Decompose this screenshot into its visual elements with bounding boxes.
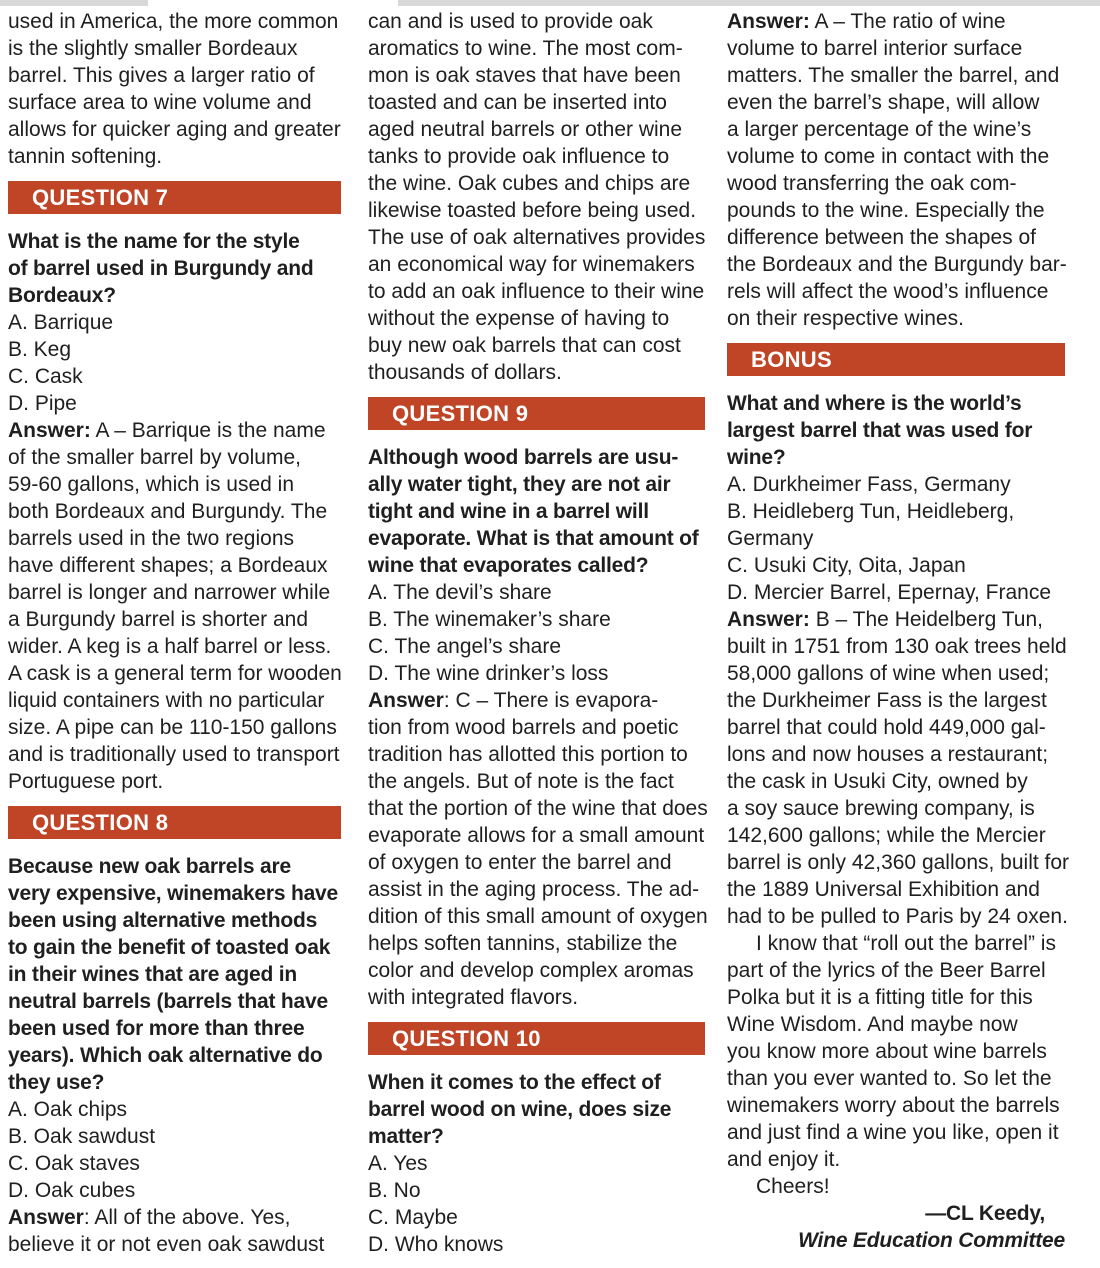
text-line: neutral barrels (barrels that have: [8, 990, 328, 1013]
bonus-header: BONUS: [727, 343, 1065, 376]
paragraph: [8, 309, 341, 417]
paragraph: [727, 1173, 1065, 1200]
text-line: barrel that could hold 449,000 gal-: [727, 716, 1046, 739]
text-line: C. Maybe: [368, 1206, 458, 1229]
column-2: [368, 8, 708, 1258]
text-line: surface area to wine volume and: [8, 91, 312, 114]
text-line: barrel. This gives a larger ratio of: [8, 64, 315, 87]
text-line: 142,600 gallons; while the Mercier: [727, 824, 1046, 847]
text-line: part of the lyrics of the Beer Barrel: [727, 959, 1046, 982]
text-line: aromatics to wine. The most com-: [368, 37, 683, 60]
text-line: a Burgundy barrel is shorter and: [8, 608, 308, 631]
text-line: B. Oak sawdust: [8, 1125, 156, 1148]
text-line: evaporate. What is that amount of: [368, 527, 699, 550]
text-line: without the expense of having to: [368, 307, 670, 330]
answer-paragraph: [8, 417, 341, 795]
text-line: rels will affect the wood’s influence: [727, 280, 1049, 303]
text-line: that the portion of the wine that does: [368, 797, 708, 820]
question-9-header: QUESTION 9: [368, 397, 705, 430]
answer-label: Answer:: [8, 419, 91, 442]
text-line: dition of this small amount of oxygen: [368, 905, 708, 928]
text-line: built in 1751 from 130 oak trees held: [727, 635, 1067, 658]
text-line: pounds to the wine. Especially the: [727, 199, 1045, 222]
text-line: size. A pipe can be 110-150 gallons: [8, 716, 337, 739]
text-line: of oxygen to enter the barrel and: [368, 851, 672, 874]
text-line: 59-60 gallons, which is used in: [8, 473, 295, 496]
text-line: When it comes to the effect of: [368, 1071, 661, 1094]
text-line: volume to barrel interior surface: [727, 37, 1023, 60]
text-line: 58,000 gallons of wine when used;: [727, 662, 1050, 685]
text-line: D. Oak cubes: [8, 1179, 136, 1202]
text-line: largest barrel that was used for: [727, 419, 1033, 442]
text-line: had to be pulled to Paris by 24 oxen.: [727, 905, 1068, 928]
text-line: Answer: All of the above. Yes,: [8, 1206, 291, 1229]
text-line: tannin softening.: [8, 145, 163, 168]
paragraph: [8, 228, 341, 309]
text-line: allows for quicker aging and greater: [8, 118, 341, 141]
text-line: you know more about wine barrels: [727, 1040, 1047, 1063]
paragraph: [8, 853, 341, 1096]
text-line: is the slightly smaller Bordeaux: [8, 37, 298, 60]
text-line: Bordeaux?: [8, 284, 116, 307]
text-line: the angels. But of note is the fact: [368, 770, 674, 793]
text-line: C. Cask: [8, 365, 83, 388]
text-line: years). Which oak alternative do: [8, 1044, 323, 1067]
text-line: and just find a wine you like, open it: [727, 1121, 1059, 1144]
text-line: the Bordeaux and the Burgundy bar-: [727, 253, 1067, 276]
text-line: Wine Education Committee: [798, 1229, 1065, 1252]
text-line: liquid containers with no particular: [8, 689, 325, 712]
top-edge-strip-left: [0, 0, 148, 6]
text-line: been used for more than three: [8, 1017, 305, 1040]
text-line: I know that “roll out the barrel” is: [756, 932, 1056, 955]
text-line: D. Mercier Barrel, Epernay, France: [727, 581, 1052, 604]
question-7-header: QUESTION 7: [8, 181, 341, 214]
text-line: C. Oak staves: [8, 1152, 140, 1175]
text-line: Answer: C – There is evapora-: [368, 689, 659, 712]
text-line: both Bordeaux and Burgundy. The: [8, 500, 328, 523]
paragraph: [727, 930, 1065, 1173]
question-10-header: QUESTION 10: [368, 1022, 705, 1055]
text-line: A. The devil’s share: [368, 581, 552, 604]
text-line: wood transferring the oak com-: [727, 172, 1017, 195]
paragraph: [727, 471, 1065, 606]
answer-paragraph: [8, 1204, 341, 1258]
text-line: with integrated flavors.: [368, 986, 579, 1009]
text-line: very expensive, winemakers have: [8, 882, 339, 905]
top-edge-strip-right: [398, 0, 1100, 6]
text-line: Although wood barrels are usu-: [368, 446, 679, 469]
question-8-header: QUESTION 8: [8, 806, 341, 839]
text-line: on their respective wines.: [727, 307, 964, 330]
text-line: A cask is a general term for wooden: [8, 662, 342, 685]
text-line: ally water tight, they are not air: [368, 473, 671, 496]
paragraph: [727, 1200, 1065, 1227]
paragraph: [727, 1227, 1065, 1254]
paragraph: [368, 8, 705, 386]
text-line: been using alternative methods: [8, 909, 318, 932]
text-line: A. Barrique: [8, 311, 114, 334]
text-line: C. The angel’s share: [368, 635, 562, 658]
text-line: tight and wine in a barrel will: [368, 500, 649, 523]
text-line: B. The winemaker’s share: [368, 608, 611, 631]
text-line: can and is used to provide oak: [368, 10, 653, 33]
answer-label: Answer:: [727, 608, 810, 631]
text-line: of barrel used in Burgundy and: [8, 257, 314, 280]
text-line: barrel is longer and narrower while: [8, 581, 331, 604]
text-line: they use?: [8, 1071, 105, 1094]
text-line: A. Durkheimer Fass, Germany: [727, 473, 1011, 496]
text-line: —CL Keedy,: [925, 1202, 1045, 1225]
text-line: winemakers worry about the barrels: [727, 1094, 1060, 1117]
text-line: D. Pipe: [8, 392, 77, 415]
answer-label: Answer:: [727, 10, 810, 33]
text-line: used in America, the more common: [8, 10, 339, 33]
text-line: barrels used in the two regions: [8, 527, 294, 550]
text-line: tion from wood barrels and poetic: [368, 716, 679, 739]
text-line: an economical way for winemakers: [368, 253, 695, 276]
text-line: a larger percentage of the wine’s: [727, 118, 1032, 141]
text-line: the 1889 Universal Exhibition and: [727, 878, 1040, 901]
text-line: buy new oak barrels that can cost: [368, 334, 681, 357]
paragraph: [368, 1069, 705, 1150]
text-line: What is the name for the style: [8, 230, 300, 253]
text-line: difference between the shapes of: [727, 226, 1037, 249]
column-3: [727, 8, 1070, 1254]
text-line: matter?: [368, 1125, 444, 1148]
text-line: A. Yes: [368, 1152, 428, 1175]
text-line: evaporate allows for a small amount: [368, 824, 705, 847]
text-line: toasted and can be inserted into: [368, 91, 667, 114]
text-line: B. No: [368, 1179, 421, 1202]
answer-label: Answer: [8, 1206, 84, 1229]
text-line: tanks to provide oak influence to: [368, 145, 670, 168]
text-line: C. Usuki City, Oita, Japan: [727, 554, 966, 577]
answer-paragraph: [727, 8, 1065, 332]
text-line: thousands of dollars.: [368, 361, 562, 384]
text-line: lons and now houses a restaurant;: [727, 743, 1049, 766]
answer-paragraph: [368, 687, 708, 1011]
text-line: helps soften tannins, stabilize the: [368, 932, 678, 955]
paragraph: [368, 1150, 705, 1258]
text-line: D. Who knows: [368, 1233, 504, 1256]
text-line: a soy sauce brewing company, is: [727, 797, 1035, 820]
text-line: D. The wine drinker’s loss: [368, 662, 609, 685]
text-line: to gain the benefit of toasted oak: [8, 936, 331, 959]
text-line: color and develop complex aromas: [368, 959, 694, 982]
text-line: B. Keg: [8, 338, 72, 361]
text-line: wine that evaporates called?: [368, 554, 649, 577]
text-line: matters. The smaller the barrel, and: [727, 64, 1060, 87]
column-1: [8, 8, 341, 1258]
text-line: aged neutral barrels or other wine: [368, 118, 683, 141]
text-line: The use of oak alternatives provides: [368, 226, 706, 249]
text-line: believe it or not even oak sawdust: [8, 1233, 325, 1256]
text-line: to add an oak influence to their wine: [368, 280, 705, 303]
text-line: volume to come in contact with the: [727, 145, 1050, 168]
text-line: Because new oak barrels are: [8, 855, 291, 878]
text-line: than you ever wanted to. So let the: [727, 1067, 1052, 1090]
paragraph: [8, 8, 341, 170]
text-line: tradition has allotted this portion to: [368, 743, 688, 766]
text-line: Answer: A – Barrique is the name: [8, 419, 326, 442]
text-line: A. Oak chips: [8, 1098, 128, 1121]
text-line: in their wines that are aged in: [8, 963, 298, 986]
text-line: have different shapes; a Bordeaux: [8, 554, 328, 577]
answer-label: Answer: [368, 689, 444, 712]
text-line: B. Heidleberg Tun, Heidleberg,: [727, 500, 1015, 523]
text-line: and enjoy it.: [727, 1148, 841, 1171]
text-line: even the barrel’s shape, will allow: [727, 91, 1040, 114]
text-line: Germany: [727, 527, 814, 550]
text-line: Wine Wisdom. And maybe now: [727, 1013, 1018, 1036]
paragraph: [368, 444, 705, 579]
text-line: Polka but it is a fitting title for this: [727, 986, 1033, 1009]
text-line: wider. A keg is a half barrel or less.: [8, 635, 332, 658]
text-line: What and where is the world’s: [727, 392, 1022, 415]
text-line: wine?: [727, 446, 786, 469]
text-line: Answer: B – The Heidelberg Tun,: [727, 608, 1043, 631]
paragraph: [727, 390, 1065, 471]
text-line: the Durkheimer Fass is the largest: [727, 689, 1047, 712]
text-line: of the smaller barrel by volume,: [8, 446, 301, 469]
answer-paragraph: [727, 606, 1070, 930]
text-line: mon is oak staves that have been: [368, 64, 681, 87]
text-line: Cheers!: [756, 1175, 830, 1198]
paragraph: [368, 579, 705, 687]
text-line: the cask in Usuki City, owned by: [727, 770, 1028, 793]
text-line: likewise toasted before being used.: [368, 199, 697, 222]
text-line: Answer: A – The ratio of wine: [727, 10, 1006, 33]
paragraph: [8, 1096, 341, 1204]
text-line: Portuguese port.: [8, 770, 164, 793]
text-line: barrel wood on wine, does size: [368, 1098, 672, 1121]
text-line: assist in the aging process. The ad-: [368, 878, 700, 901]
text-line: and is traditionally used to transport: [8, 743, 340, 766]
text-line: barrel is only 42,360 gallons, built for: [727, 851, 1070, 874]
text-line: the wine. Oak cubes and chips are: [368, 172, 691, 195]
